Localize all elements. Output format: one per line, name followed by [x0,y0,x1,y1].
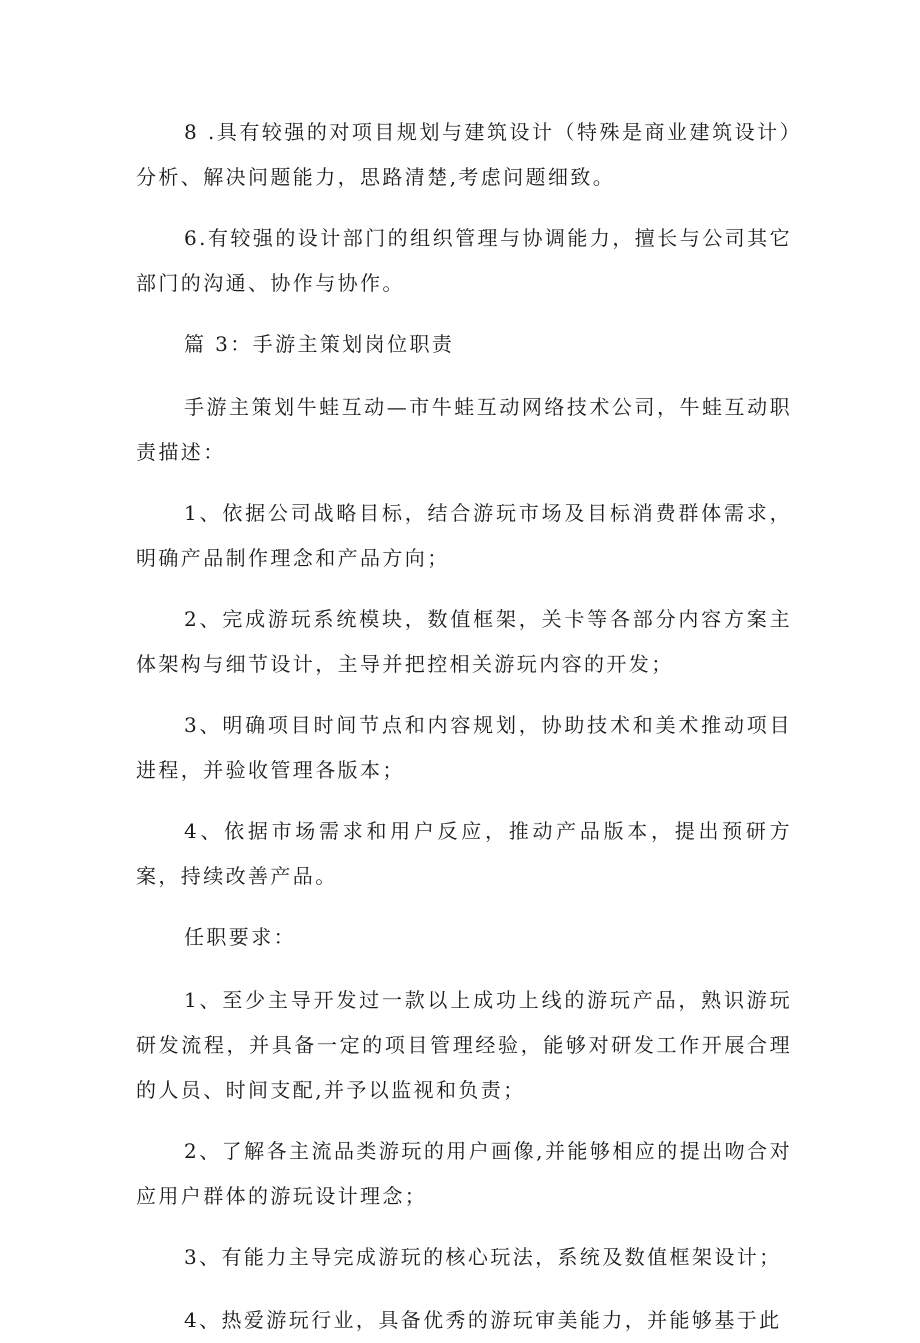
paragraph-requirement-8: 8 .具有较强的对项目规划与建筑设计（特殊是商业建筑设计）分析、解决问题能力，思路清楚,考虑问题细致。 [136,120,792,189]
paragraph-requirement-1: 1、至少主导开发过一款以上成功上线的游玩产品，熟识游玩研发流程，并具备一定的项目管理经验，能够对研发工作开展合理的人员、时间支配,并予以监视和负责； [136,988,792,1102]
paragraph-company-intro: 手游主策划牛蛙互动—市牛蛙互动网络技术公司，牛蛙互动职责描述： [136,395,792,464]
requirements-heading: 任职要求： [184,925,296,949]
paragraph-requirement-3: 3、有能力主导完成游玩的核心玩法，系统及数值框架设计； [184,1245,782,1269]
paragraph-duty-4: 4、依据市场需求和用户反应，推动产品版本，提出预研方案，持续改善产品。 [136,819,792,888]
paragraph-requirement-6: 6.有较强的设计部门的组织管理与协调能力，擅长与公司其它部门的沟通、协作与协作。 [136,226,792,295]
paragraph-requirement-4: 4、热爱游玩行业，具备优秀的游玩审美能力，并能够基于此 [184,1308,782,1332]
paragraph-duty-3: 3、明确项目时间节点和内容规划，协助技术和美术推动项目进程，并验收管理各版本； [136,713,792,782]
paragraph-duty-2: 2、完成游玩系统模块，数值框架，关卡等各部分内容方案主体架构与细节设计，主导并把控相关游玩内容的开发； [136,607,792,676]
paragraph-duty-1: 1、依据公司战略目标，结合游玩市场及目标消费群体需求，明确产品制作理念和产品方向； [136,501,792,570]
section-heading: 篇 3：手游主策划岗位职责 [184,332,455,356]
paragraph-requirement-2: 2、了解各主流品类游玩的用户画像,并能够相应的提出吻合对应用户群体的游玩设计理念； [136,1139,792,1208]
